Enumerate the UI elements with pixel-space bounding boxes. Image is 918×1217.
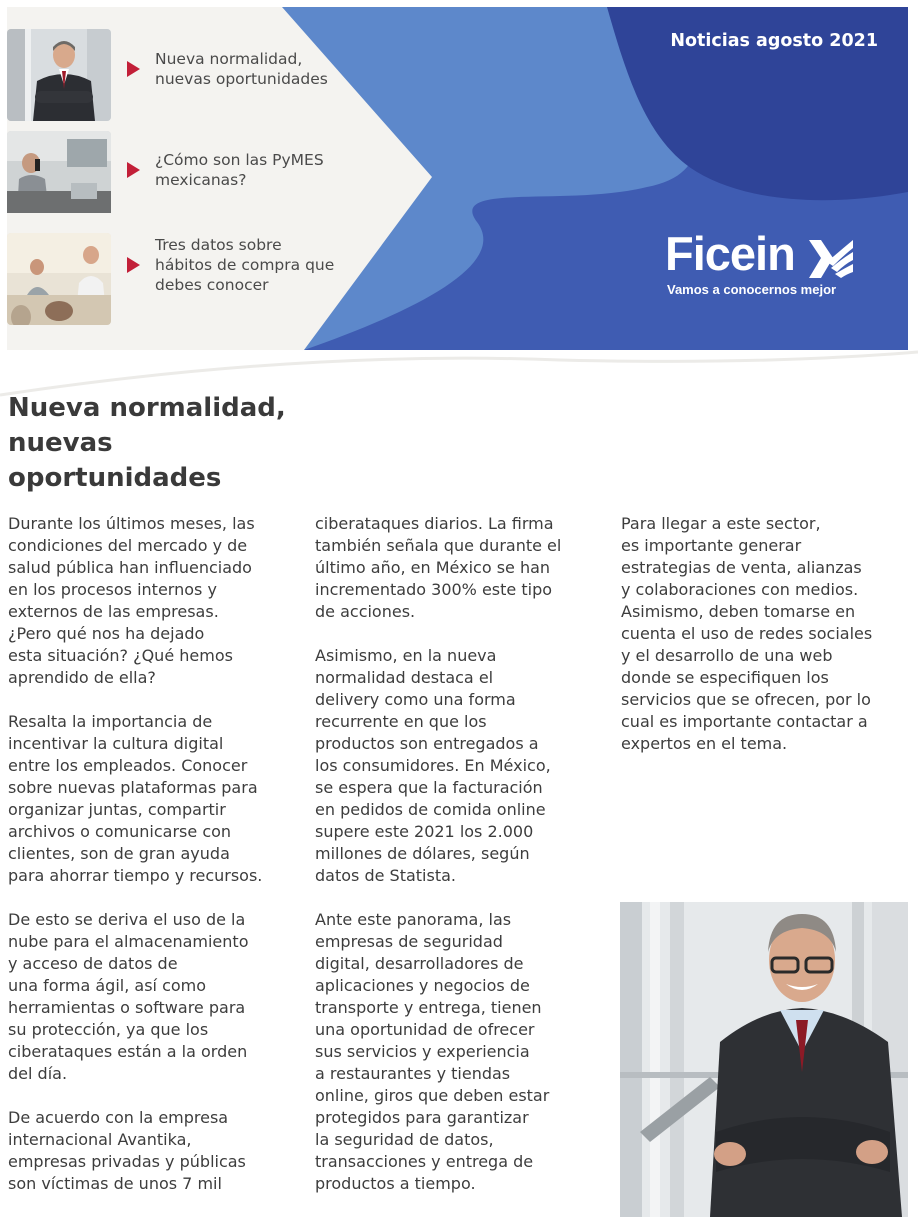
paragraph: Asimismo, en la nueva normalidad destaca el delivery como una forma recurrente en que los productos son entregados a los consumidores. En México, se espera que la facturación en pedidos de comida online supere este 2021 los 2.000 millones de dólares, según datos de Statista.: [315, 646, 551, 885]
header-banner: [7, 7, 908, 350]
paragraph: Para llegar a este sector, es importante generar estrategias de venta, alianzas y colaboraciones con medios. Asimismo, deben tomarse en cuenta el uso de redes sociales y el desarrollo de una web donde se especifiquen los servicios que se ofrecen, por lo cual es importante contactar a expertos en el tema.: [621, 514, 873, 753]
teaser-1[interactable]: [127, 49, 328, 89]
article-title: Nueva normalidad, nuevas oportunidades: [8, 393, 286, 493]
article-column-2: [315, 513, 615, 1217]
teaser-2-label[interactable]: ¿Cómo son las PyMES mexicanas?: [155, 151, 324, 189]
article-column-3: [621, 513, 911, 777]
paragraph: Durante los últimos meses, las condiciones del mercado y de salud pública han influenciado en los procesos internos y externos de las empresas. ¿Pero qué nos ha dejado esta situación? ¿Qué hemos aprendido de ella?: [8, 514, 255, 687]
article-column-1: [8, 513, 308, 1217]
teaser-2-thumbnail[interactable]: [7, 131, 111, 223]
paragraph: ciberataques diarios. La firma también señala que durante el último año, en México se han incrementado 300% este tipo de acciones.: [315, 514, 562, 621]
ficein-logo[interactable]: [665, 228, 855, 298]
brand-tagline: Vamos a conocernos mejor: [667, 282, 837, 297]
teaser-3-thumbnail[interactable]: [7, 233, 111, 325]
teaser-1-label[interactable]: Nueva normalidad, nuevas oportunidades: [155, 50, 328, 88]
businessman-photo: [620, 902, 908, 1217]
triangle-right-icon: [127, 257, 140, 273]
paragraph: De esto se deriva el uso de la nube para el almacenamiento y acceso de datos de una forma ágil, así como herramientas o software para su protección, ya que los ciberataques están a la orden del día.: [8, 910, 249, 1083]
triangle-right-icon: [127, 61, 140, 77]
paragraph: Ante este panorama, las empresas de seguridad digital, desarrolladores de aplicaciones y negocios de transporte y entrega, tienen una oportunidad de ofrecer sus servicios y experiencia a restaurantes y tiendas online, giros que deben estar protegidos para garantizar la seguridad de datos, transacciones y entrega de productos a tiempo.: [315, 910, 550, 1193]
teaser-1-thumbnail[interactable]: [7, 29, 111, 121]
brand-name: Ficein: [665, 227, 795, 280]
teaser-2[interactable]: [127, 150, 324, 190]
brand-mark-icon: [807, 238, 855, 280]
teaser-3-label[interactable]: Tres datos sobre hábitos de compra que debes conocer: [155, 236, 335, 294]
paragraph: De acuerdo con la empresa internacional Avantika, empresas privadas y públicas son víctimas de unos 7 mil: [8, 1108, 246, 1193]
triangle-right-icon: [127, 162, 140, 178]
paragraph: Resalta la importancia de incentivar la cultura digital entre los empleados. Conocer sobre nuevas plataformas para organizar juntas, compartir archivos o comunicarse con clientes, son de gran ayuda para ahorrar tiempo y recursos.: [8, 712, 263, 885]
issue-title: Noticias agosto 2021: [670, 31, 878, 51]
teaser-3[interactable]: [127, 235, 334, 295]
